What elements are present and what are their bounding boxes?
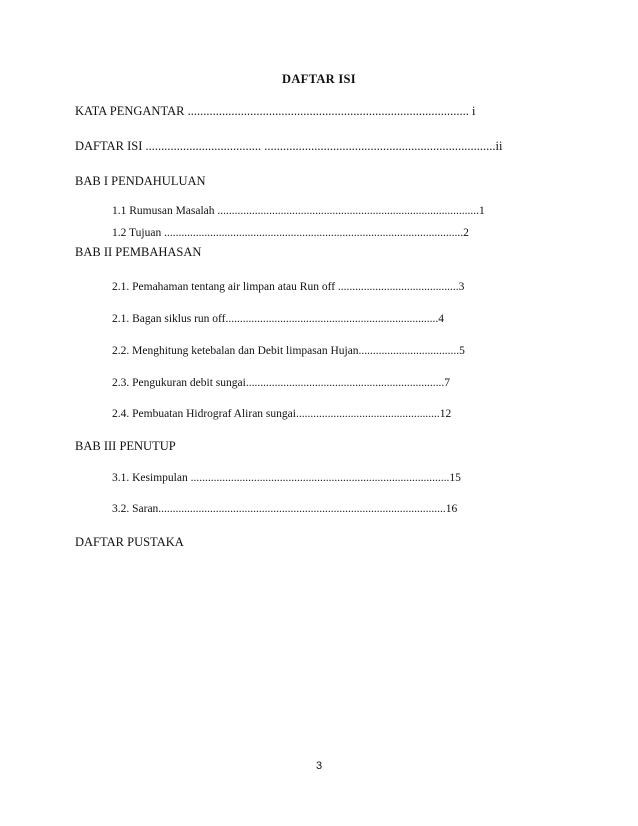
toc-entry-3-1: 3.1. Kesimpulan ..........................................................................................15	[112, 472, 461, 484]
toc-entry-daftar-pustaka: DAFTAR PUSTAKA	[75, 535, 184, 549]
toc-entry-kata-pengantar: KATA PENGANTAR .......................................................................................... i	[75, 104, 476, 118]
toc-entry-3-2: 3.2. Saran....................................................................................................16	[112, 503, 458, 515]
toc-entry-2-2: 2.2. Menghitung ketebalan dan Debit limpasan Hujan...................................5	[112, 345, 465, 357]
toc-entry-2-3: 2.3. Pengukuran debit sungai.....................................................................7	[112, 377, 450, 389]
toc-entry-2-1-a: 2.1. Pemahaman tentang air limpan atau Run off ..........................................3	[112, 281, 465, 293]
toc-entry-bab-1: BAB I PENDAHULUAN	[75, 174, 206, 188]
toc-entry-2-1-b: 2.1. Bagan siklus run off..........................................................................4	[112, 313, 445, 325]
page-number: 3	[315, 760, 323, 772]
toc-entry-bab-2: BAB II PEMBAHASAN	[75, 245, 202, 259]
toc-entry-bab-3: BAB III PENUTUP	[75, 439, 176, 453]
page-title: DAFTAR ISI	[282, 72, 356, 86]
toc-entry-1-2: 1.2 Tujuan ........................................................................................................2	[112, 227, 469, 239]
toc-entry-1-1: 1.1 Rumusan Masalah ...........................................................................................1	[112, 205, 485, 217]
toc-entry-daftar-isi: DAFTAR ISI ..................................... ..........................................................................ii	[75, 139, 503, 153]
toc-entry-2-4: 2.4. Pembuatan Hidrograf Aliran sungai..................................................12	[112, 408, 452, 420]
